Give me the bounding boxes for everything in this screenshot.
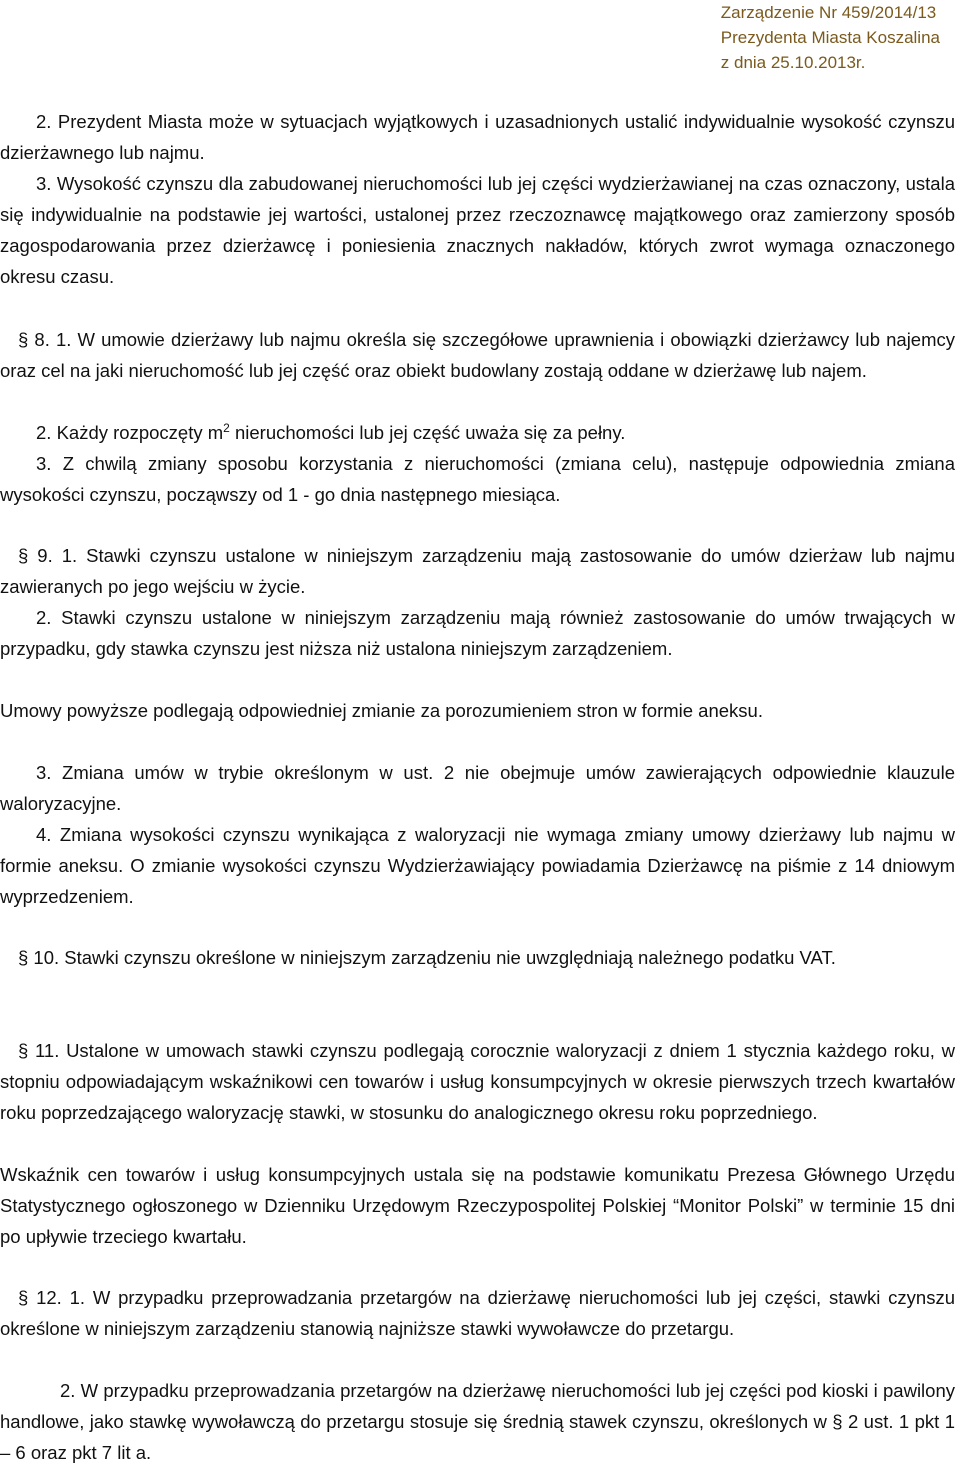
paragraph-8-3: 3. Z chwilą zmiany sposobu korzystania z nieruchomości (zmiana celu), następuje odpowiednia zmiana wysokości czynszu, począwszy od 1 - go dnia następnego miesiąca. — [0, 453, 955, 505]
paragraph-10: § 10. Stawki czynszu określone w niniejszym zarządzeniu nie uwzględniają należnego podatku VAT. — [18, 947, 836, 968]
paragraph-9-1: § 9. 1. Stawki czynszu ustalone w niniejszym zarządzeniu mają zastosowanie do umów dzierżaw lub najmu zawieranych po jego wejściu w życie. — [0, 545, 955, 597]
paragraph-7-2: 2. Prezydent Miasta może w sytuacjach wyjątkowych i uzasadnionych ustalić indywidualnie wysokość czynszu dzierżawnego lub najmu. — [0, 111, 955, 163]
paragraph-12-2: 2. W przypadku przeprowadzania przetargów na dzierżawę nieruchomości lub jej części pod kioski i pawilony handlowe, jako stawkę wywoławczą do przetargu stosuje się średnią stawek czynszu, określonych w § 2 ust. 1 pkt 1 – 6 oraz pkt 7 lit a. — [0, 1380, 955, 1463]
superscript-2: 2 — [223, 420, 230, 435]
paragraph-9-2-continuation: Umowy powyższe podlegają odpowiedniej zmianie za porozumieniem stron w formie aneksu. — [0, 700, 763, 721]
header-line-issuer: Prezydenta Miasta Koszalina — [720, 28, 940, 47]
paragraph-9-2: 2. Stawki czynszu ustalone w niniejszym zarządzeniu mają również zastosowanie do umów trwających w przypadku, gdy stawka czynszu jest niższa niż ustalona niniejszym zarządzeniem. — [0, 607, 955, 659]
header-line-date: z dnia 25.10.2013r. — [720, 53, 866, 72]
paragraph-8-2-text: 2. Każdy rozpoczęty m — [36, 422, 224, 443]
paragraph-7-3: 3. Wysokość czynszu dla zabudowanej nieruchomości lub jej części wydzierżawianej na czas oznaczony, ustala się indywidualnie na podstawie jej wartości, ustalonej przez rzeczoznawcę majątkowego oraz zamierzony sposób zagospodarowania przez dzierżawcę i poniesienia znacznych nakładów, których zwrot wymaga oznaczonego okresu czasu. — [0, 173, 955, 287]
paragraph-12-1: § 12. 1. W przypadku przeprowadzania przetargów na dzierżawę nieruchomości lub jej części, stawki czynszu określone w niniejszym zarządzeniu stanowią najniższe stawki wywoławcze do przetargu. — [0, 1287, 955, 1339]
paragraph-9-3: 3. Zmiana umów w trybie określonym w ust. 2 nie obejmuje umów zawierających odpowiednie klauzule waloryzacyjne. — [0, 762, 955, 814]
paragraph-8-2 — [0, 417, 955, 448]
paragraph-9-4: 4. Zmiana wysokości czynszu wynikająca z waloryzacji nie wymaga zmiany umowy dzierżawy lub najmu w formie aneksu. O zmianie wysokości czynszu Wydzierżawiający powiadamia Dzierżawcę na piśmie z 14 dniowym wyprzedzeniem. — [0, 824, 955, 907]
paragraph-11: § 11. Ustalone w umowach stawki czynszu podlegają corocznie waloryzacji z dniem 1 stycznia każdego roku, w stopniu odpowiadającym wskaźnikowi cen towarów i usług konsumpcyjnych w okresie pierwszych trzech kwartałów roku poprzedzającego waloryzację stawki, w stosunku do analogicznego okresu roku poprzedniego. — [0, 1040, 955, 1123]
document-header — [721, 0, 940, 75]
header-line-ordinance: Zarządzenie Nr 459/2014/13 — [720, 3, 937, 22]
paragraph-11-continuation: Wskaźnik cen towarów i usług konsumpcyjnych ustala się na podstawie komunikatu Prezesa Głównego Urzędu Statystycznego ogłoszonego w Dzienniku Urzędowym Rzeczypospolitej Polskiej “Monitor Polski” w terminie 15 dni po upływie trzeciego kwartału. — [0, 1164, 955, 1247]
paragraph-8-2-rest: nieruchomości lub jej część uważa się za pełny. — [229, 422, 626, 443]
paragraph-8-1: § 8. 1. W umowie dzierżawy lub najmu określa się szczegółowe uprawnienia i obowiązki dzierżawcy lub najemcy oraz cel na jaki nieruchomość lub jej część oraz obiekt budowlany zostają oddane w dzierżawę lub najem. — [0, 329, 955, 381]
